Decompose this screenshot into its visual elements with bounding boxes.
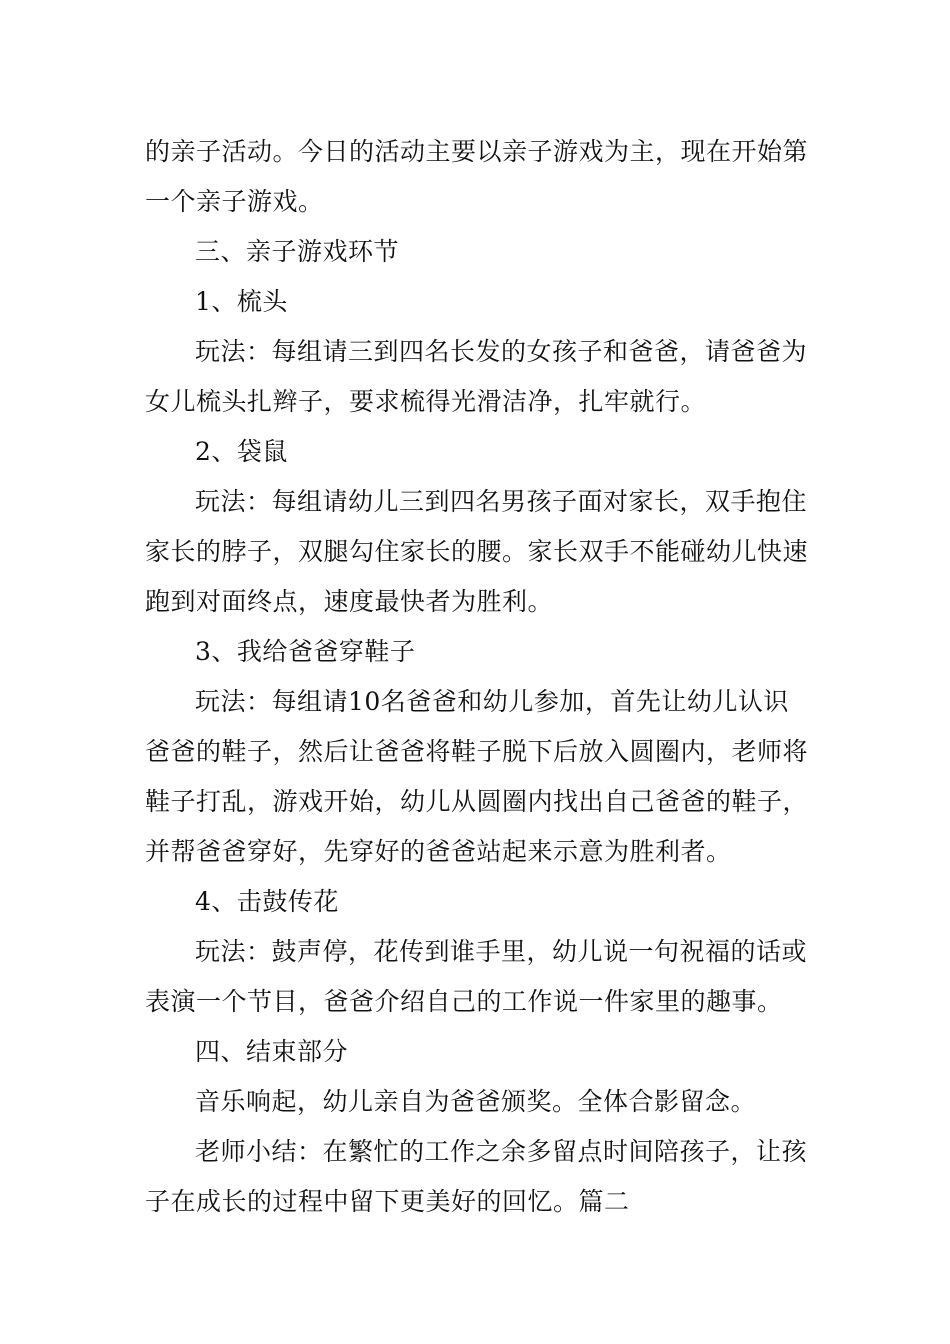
paragraph-award: 音乐响起，幼儿亲自为爸爸颁奖。全体合影留念。 [195,1087,757,1116]
game-rules-shoes: 玩法：每组请10名爸爸和幼儿参加，首先让幼儿认识爸爸的鞋子，然后让爸爸将鞋子脱下后放入圆圈内，老师将鞋子打乱，游戏开始，幼儿从圆圈内找出自己爸爸的鞋子，并帮爸爸穿好，先穿好的爸爸站起来示意为胜利者。 [145,687,809,866]
paragraph-summary: 老师小结：在繁忙的工作之余多留点时间陪孩子，让孩子在成长的过程中留下更美好的回忆。篇二 [145,1137,808,1216]
game-rules-kangaroo: 玩法：每组请幼儿三到四名男孩子面对家长，双手抱住家长的脖子，双腿勾住家长的腰。家长双手不能碰幼儿快速跑到对面终点，速度最快者为胜利。 [145,487,809,616]
section-heading-ending: 四、结束部分 [195,1037,349,1066]
section-heading-games: 三、亲子游戏环节 [195,237,400,266]
game-title-kangaroo: 2、袋鼠 [195,437,288,466]
game-title-comb-hair: 1、梳头 [195,287,288,316]
game-title-shoes: 3、我给爸爸穿鞋子 [195,637,416,666]
game-rules-pass-flower: 玩法：鼓声停，花传到谁手里，幼儿说一句祝福的话或表演一个节目，爸爸介绍自己的工作说一件家里的趣事。 [145,937,808,1016]
document-body [145,127,810,1227]
paragraph-intro: 的亲子活动。今日的活动主要以亲子游戏为主，现在开始第一个亲子游戏。 [145,137,809,216]
game-title-pass-flower: 4、击鼓传花 [195,887,339,916]
game-rules-comb-hair: 玩法：每组请三到四名长发的女孩子和爸爸，请爸爸为女儿梳头扎辫子，要求梳得光滑洁净，扎牢就行。 [145,337,808,416]
